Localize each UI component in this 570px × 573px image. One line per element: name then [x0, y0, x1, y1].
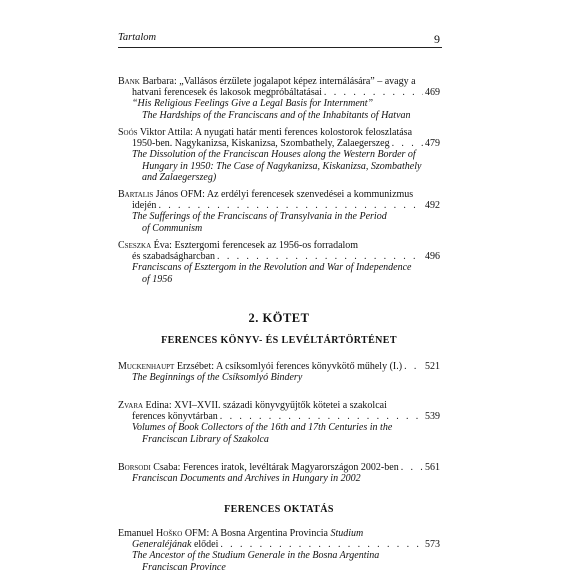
entry-last-line [118, 138, 440, 149]
toc-entry [118, 76, 440, 121]
author-prefix: Emanuel [118, 528, 157, 539]
entry-last-line [118, 200, 440, 211]
author-surname: Cseszka [118, 240, 152, 251]
author-surname: Soós [118, 127, 138, 138]
author-surname: Bartalis [118, 189, 154, 200]
author-given: János OFM: [153, 189, 205, 200]
entry-page: 573 [425, 539, 440, 551]
running-head-title: Tartalom [118, 32, 157, 43]
author-given: Edina: [143, 400, 172, 411]
entry-title: Esztergomi ferencesek az 1956-os forradalom [174, 240, 359, 251]
leader-dots [392, 138, 423, 149]
entry-title: A Bosna Argentina Provincia [211, 528, 331, 539]
toc-entry [118, 400, 440, 445]
entry-last-line [118, 539, 440, 550]
entry-first-line [118, 240, 440, 251]
header-rule [118, 47, 442, 48]
leader-dots [217, 251, 423, 262]
entry-first-line [118, 76, 440, 87]
toc-entry [118, 127, 440, 183]
entry-title: „Vallásos érzülete jogalapot képez internálására” – avagy a [179, 76, 416, 87]
entry-english-title: Franciscans of Esztergom in the Revolution and War of Independence [132, 262, 412, 274]
entry-last-line [118, 411, 440, 422]
entry-last-line [118, 87, 440, 98]
leader-dots [158, 200, 423, 211]
leader-dots [401, 462, 423, 473]
entry-page: 539 [425, 411, 440, 423]
author-surname: Zvara [118, 400, 144, 411]
entry-english-title: Franciscan Documents and Archives in Hungary in 2002 [132, 473, 361, 485]
leader-dots [404, 361, 423, 372]
author-surname: Borsodi [118, 462, 151, 473]
entry-last-line [118, 251, 440, 262]
entry-title-end: idején [132, 200, 157, 212]
entry-title-italic: Studium [330, 528, 364, 539]
entry-english-title: Franciscan Province [142, 561, 226, 573]
entry-english-title: of 1956 [142, 273, 173, 285]
entry-last-line [118, 361, 440, 372]
entry-title-end: elődei [191, 539, 219, 551]
section-heading: FERENCES KÖNYV- ÉS LEVÉLTÁRTÖRTÉNET [161, 335, 397, 346]
entry-title-end: és szabadságharcban [132, 251, 216, 263]
leader-dots [324, 87, 423, 98]
entry-title: A csíksomlyói ferences könyvkötő műhely (I.) [216, 361, 403, 372]
entry-page: 496 [425, 251, 440, 263]
entry-english-title: The Ancestor of the Studium Generale in the Bosna Argentina [132, 550, 380, 562]
entry-title-end: ferences könyvtárban [132, 411, 218, 423]
entry-title-end: hatvani ferencesek és lakosok megpróbáltatásai [132, 87, 322, 99]
author-given: Csaba: [150, 462, 181, 473]
entry-english-title: Volumes of Book Collectors of the 16th and 17th Centuries in the [132, 422, 393, 434]
author-surname: Bank [118, 76, 140, 87]
entry-last-line [118, 462, 440, 473]
toc-entry [118, 361, 440, 383]
author-given: Éva: [151, 240, 172, 251]
entry-english-title: Franciscan Library of Szakolca [142, 433, 269, 445]
entry-english-title: of Communism [142, 222, 203, 234]
toc-entry [118, 462, 440, 484]
entry-page: 469 [425, 87, 440, 99]
entry-english-title: “His Religious Feelings Give a Legal Basis for Internment” [132, 98, 374, 110]
page-number: 9 [434, 32, 440, 46]
entry-first-line [118, 528, 440, 539]
toc-entry [118, 528, 440, 573]
entry-english-title: The Beginnings of the Csíksomlyó Bindery [132, 372, 303, 384]
running-head [118, 32, 440, 46]
entry-first-line [118, 189, 440, 200]
leader-dots [220, 411, 423, 422]
author-surname: Muckenhaupt [118, 361, 175, 372]
entry-page: 521 [425, 361, 440, 372]
entry-english-title: The Sufferings of the Franciscans of Transylvania in the Period [132, 211, 387, 223]
author-given: Viktor Attila: [137, 127, 193, 138]
entry-title: Az erdélyi ferencesek szenvedései a kommunizmus [206, 189, 414, 200]
author-given: Barbara: [139, 76, 177, 87]
entry-title: Ferences iratok, levéltárak Magyarországon 2002-ben [182, 462, 399, 473]
entry-title: A nyugati határ menti ferences kolostorok feloszlatása [194, 127, 413, 138]
author-given: OFM: [182, 528, 210, 539]
volume-title: 2. KÖTET [248, 311, 310, 325]
entry-english-title: The Hardships of the Franciscans and of the Inhabitants of Hatvan [142, 109, 411, 121]
entry-english-title: The Dissolution of the Franciscan Houses along the Western Border of [132, 149, 416, 161]
entry-first-line [118, 400, 440, 411]
entry-page: 492 [425, 200, 440, 212]
entry-title-italic: Generaléjának [132, 539, 192, 551]
toc-entry [118, 189, 440, 234]
leader-dots [220, 539, 423, 550]
section-heading: FERENCES OKTATÁS [224, 504, 334, 515]
toc-entry [118, 240, 440, 285]
author-given: Erzsébet: [174, 361, 215, 372]
entry-first-line [118, 127, 440, 138]
entry-english-title: and Zalaegerszeg) [142, 171, 217, 183]
entry-english-title: Hungary in 1950: The Case of Nagykanizsa, Kiskanizsa, Szombathely [142, 160, 422, 172]
entry-title: XVI–XVII. századi könyvgyűjtők kötetei a szakolcai [174, 400, 387, 411]
entry-page: 479 [425, 138, 440, 150]
entry-page: 561 [425, 462, 440, 473]
entry-title-end: 1950-ben. Nagykanizsa, Kiskanizsa, Szombathely, Zalaegerszeg [132, 138, 390, 150]
author-surname: Hoško [156, 528, 183, 539]
